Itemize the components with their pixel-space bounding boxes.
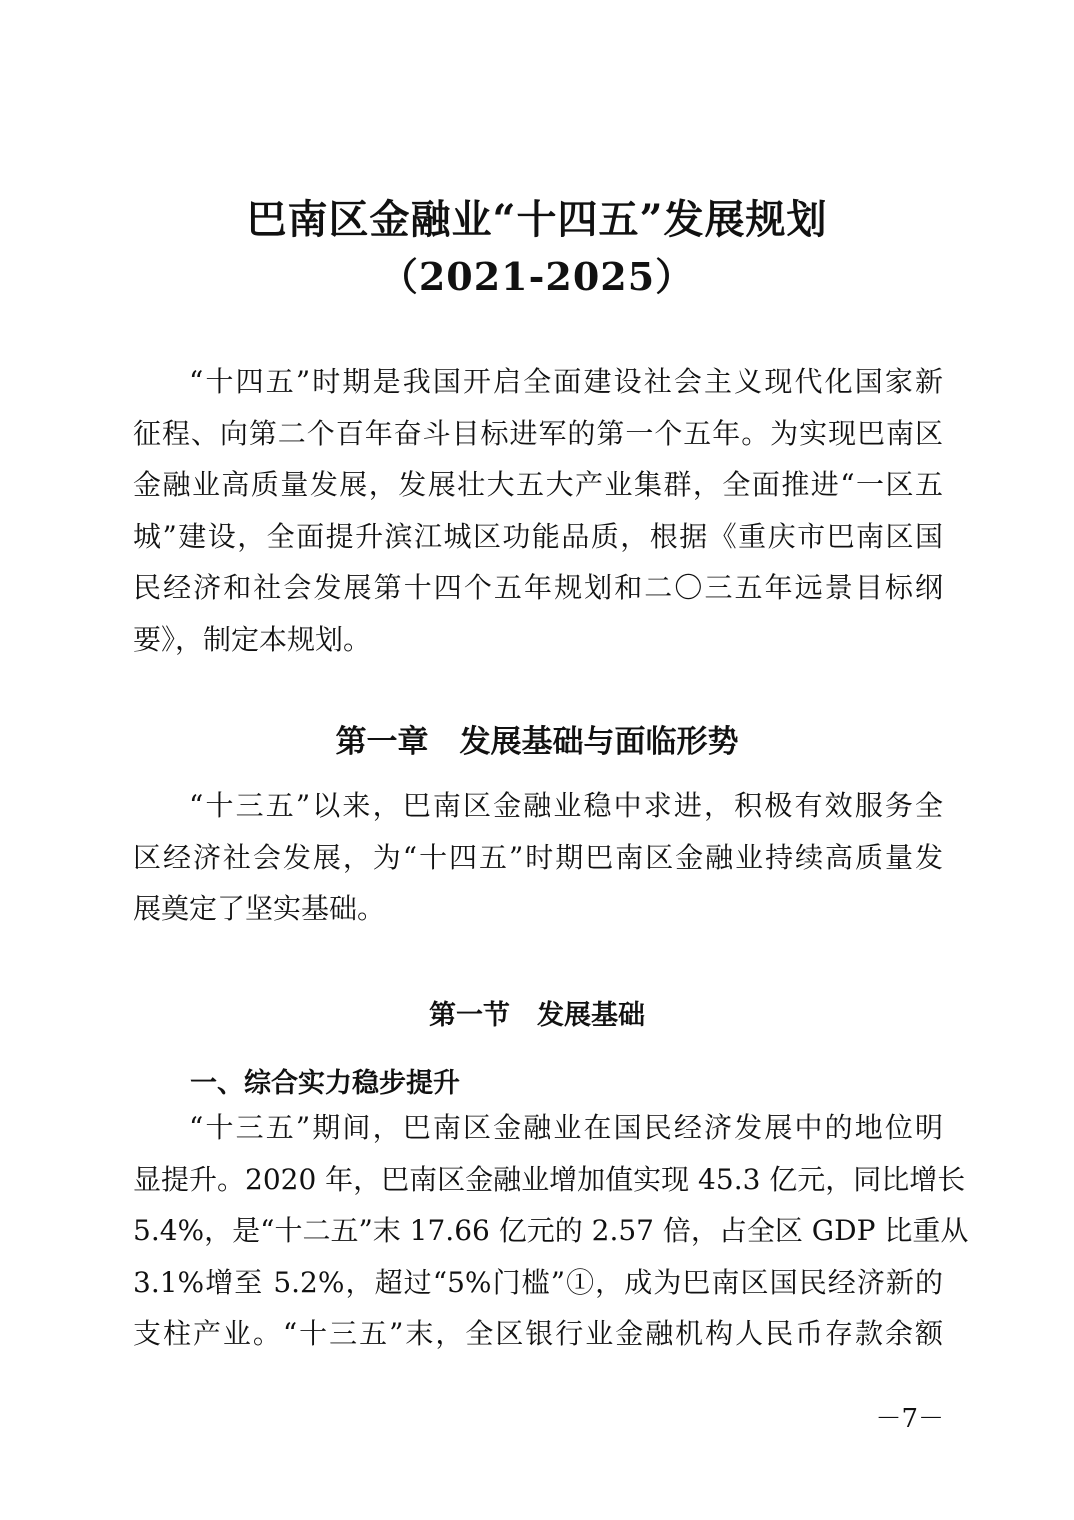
paragraph-line: 区经济社会发展，为“十四五”时期巴南区金融业持续高质量发 <box>133 840 943 874</box>
section-heading: 第一节 发展基础 <box>429 1000 645 1031</box>
chapter-heading: 第一章 发展基础与面临形势 <box>335 724 739 760</box>
intro-paragraph <box>133 356 943 665</box>
paragraph-line: 要》，制定本规划。 <box>133 622 372 656</box>
document-title: 巴南区金融业“十四五”发展规划 <box>246 196 828 243</box>
paragraph-line: 城”建设，全面提升滨江城区功能品质，根据《重庆市巴南区国 <box>133 519 943 553</box>
paragraph-line: 金融业高质量发展，发展壮大五大产业集群，全面推进“一区五 <box>133 468 943 501</box>
paragraph-line: 展奠定了坚实基础。 <box>133 892 386 925</box>
paragraph-line: “十三五”以来，巴南区金融业稳中求进，积极有效服务全 <box>189 789 943 822</box>
paragraph-line: 民经济和社会发展第十四个五年规划和二〇三五年远景目标纲 <box>133 571 943 604</box>
paragraph-line: 征程、向第二个百年奋斗目标进军的第一个五年。为实现巴南区 <box>133 416 943 450</box>
paragraph-line: 支柱产业。“十三五”末，全区银行业金融机构人民币存款余额 <box>133 1317 943 1350</box>
document-years: （2021-2025） <box>379 254 695 299</box>
paragraph-line: 5.4%，是“十二五”末 17.66 亿元的 2.57 倍，占全区 GDP 比重从 <box>133 1214 969 1247</box>
paragraph-line: 3.1%增至 5.2%，超过“5%门槛”①，成为巴南区国民经济新的 <box>133 1265 943 1299</box>
paragraph-line: “十三五”期间，巴南区金融业在国民经济发展中的地位明 <box>189 1111 943 1144</box>
subsection-heading: 一、综合实力稳步提升 <box>190 1068 460 1099</box>
paragraph-line: 显提升。2020 年，巴南区金融业增加值实现 45.3 亿元，同比增长 <box>133 1162 966 1196</box>
chapter-intro-paragraph <box>133 780 943 935</box>
paragraph-line: “十四五”时期是我国开启全面建设社会主义现代化国家新 <box>189 365 943 398</box>
page-number: －7－ <box>875 1404 944 1434</box>
body-paragraph <box>133 1102 969 1360</box>
